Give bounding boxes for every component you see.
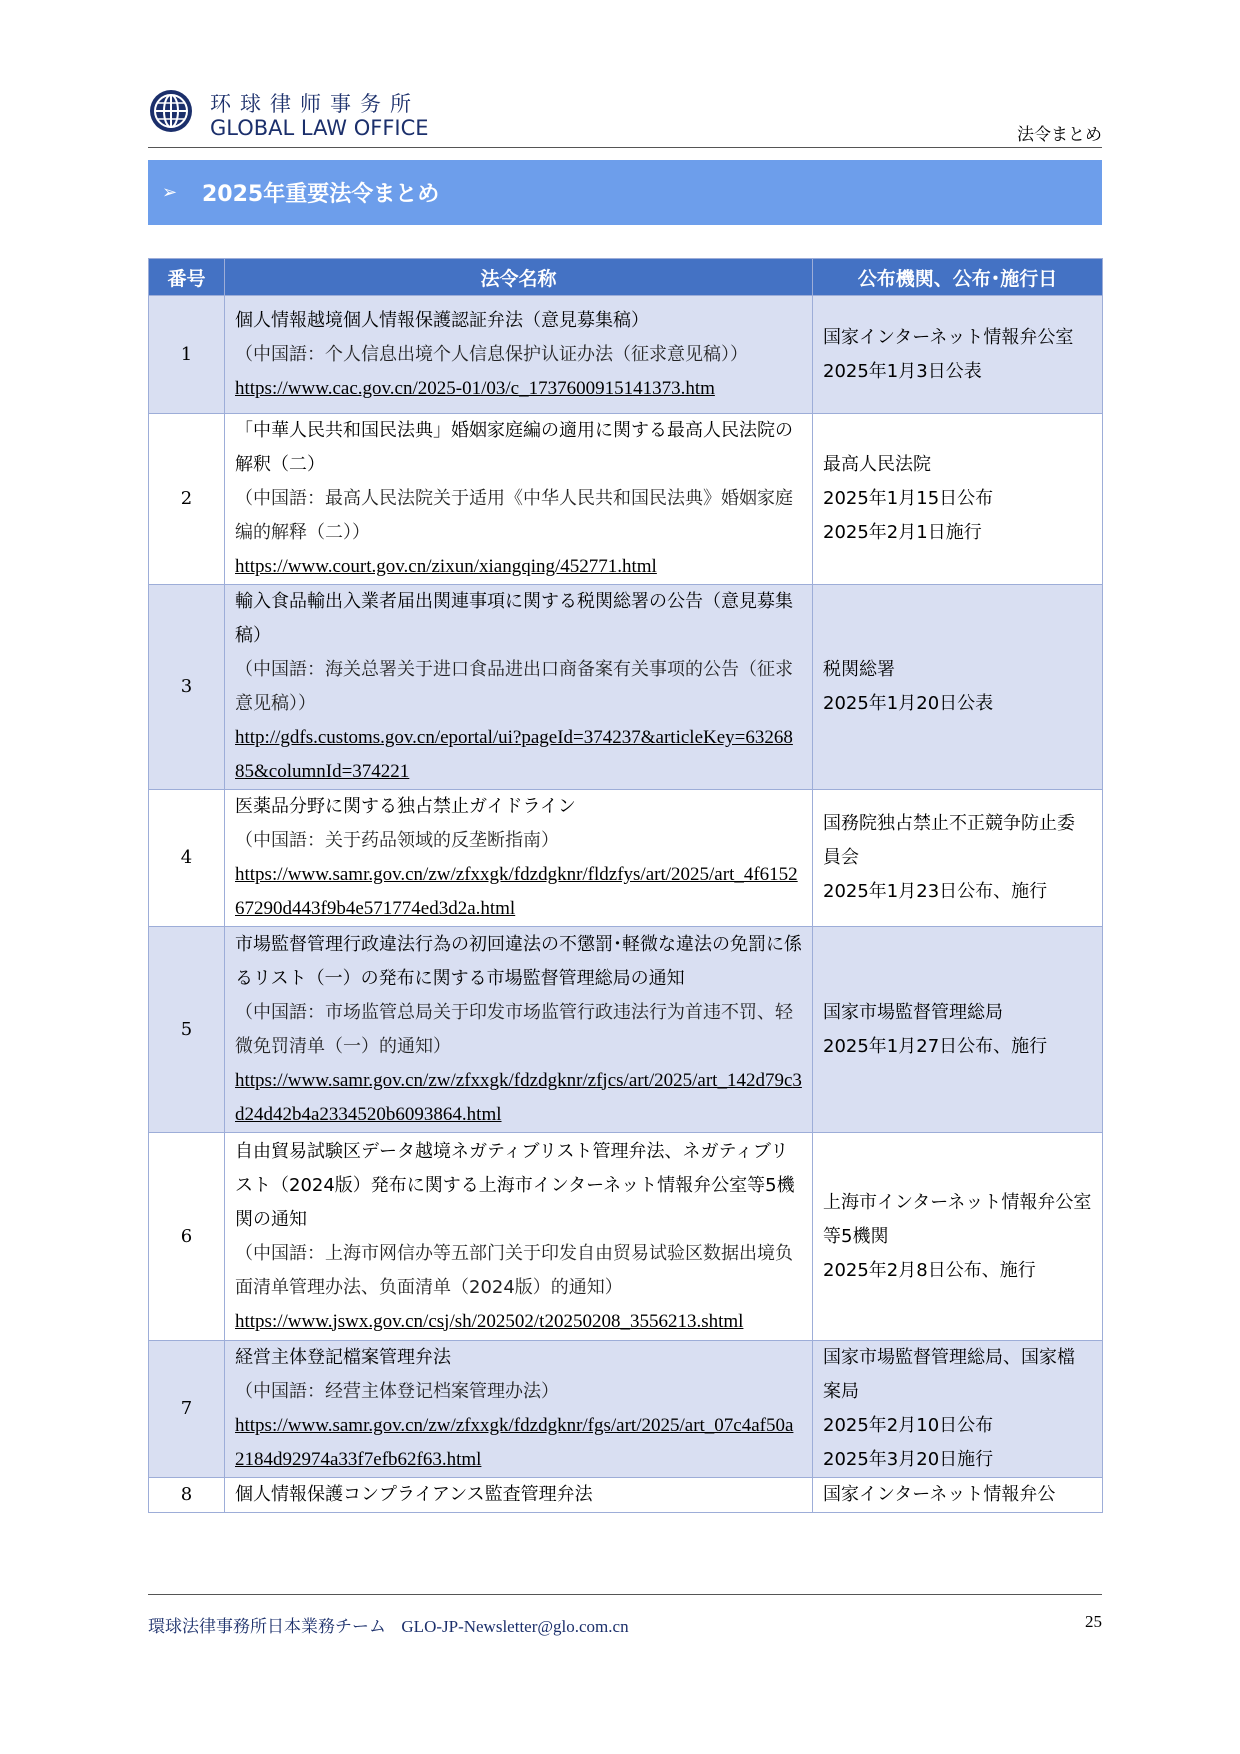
row-number: 7 <box>149 1341 225 1478</box>
globe-logo-icon <box>148 88 194 134</box>
row-number: 2 <box>149 414 225 585</box>
banner-title: 2025年重要法令まとめ <box>202 182 440 207</box>
row-number: 6 <box>149 1133 225 1341</box>
footer-team-name: 環球法律事務所日本業務チーム <box>148 1617 386 1637</box>
table-row <box>149 1133 1103 1341</box>
page-header <box>148 82 1102 148</box>
issuing-authority: 国務院独占禁止不正競争防止委員会 <box>823 813 1075 868</box>
date-line: 2025年1月27日公布、施行 <box>823 1035 1048 1057</box>
law-chinese-title: （中国語：经营主体登记档案管理办法） <box>235 1381 559 1402</box>
table-row <box>149 1341 1103 1478</box>
date-line: 2025年1月3日公表 <box>823 360 982 382</box>
issuing-authority: 最高人民法院 <box>823 454 931 475</box>
law-title: 経営主体登記檔案管理弁法 <box>235 1347 451 1368</box>
column-header-authority: 公布機関、公布･施行日 <box>813 259 1103 296</box>
column-header-law-name: 法令名称 <box>225 259 813 296</box>
table-row <box>149 927 1103 1133</box>
issuing-authority: 国家市場監督管理総局 <box>823 1001 1003 1023</box>
authority-cell <box>813 1341 1103 1478</box>
authority-cell <box>813 296 1103 414</box>
page-footer <box>148 1612 1102 1637</box>
section-label: 法令まとめ <box>1017 125 1102 145</box>
row-number: 3 <box>149 585 225 790</box>
law-title: 個人情報保護コンプライアンス監査管理弁法 <box>235 1484 593 1505</box>
date-line: 2025年2月10日公布 <box>823 1415 994 1436</box>
law-title: 医薬品分野に関する独占禁止ガイドライン <box>235 796 576 817</box>
law-name-cell <box>225 1133 813 1341</box>
law-title: 「中華人民共和国民法典」婚姻家庭編の適用に関する最高人民法院の解釈（二） <box>235 420 793 475</box>
law-source-link[interactable]: https://www.jswx.gov.cn/csj/sh/202502/t20250208_3556213.shtml <box>235 1310 744 1332</box>
law-name-cell <box>225 296 813 414</box>
firm-name-chinese: 环球律师事务所 <box>210 92 420 116</box>
authority-cell <box>813 790 1103 927</box>
law-title: 市場監督管理行政違法行為の初回違法の不懲罰･軽微な違法の免罰に係るリスト（一）の発布に関する市場監督管理総局の通知 <box>235 933 802 989</box>
table-row <box>149 585 1103 790</box>
authority-cell <box>813 585 1103 790</box>
header-divider <box>148 147 1102 148</box>
law-title: 個人情報越境個人情報保護認証弁法（意見募集稿） <box>235 309 649 331</box>
table-row <box>149 790 1103 927</box>
date-line: 2025年1月20日公表 <box>823 693 994 714</box>
law-chinese-title: （中国語：上海市网信办等五部门关于印发自由贸易试验区数据出境负面清单管理办法、负面清单（2024版）的通知） <box>235 1242 793 1298</box>
row-number: 8 <box>149 1478 225 1513</box>
date-line: 2025年3月20日施行 <box>823 1449 994 1470</box>
page-number: 25 <box>1085 1612 1102 1631</box>
issuing-authority: 上海市インターネット情報弁公室等5機関 <box>823 1191 1092 1247</box>
column-header-number: 番号 <box>149 259 225 296</box>
table-header-row <box>149 259 1103 296</box>
law-source-link[interactable]: https://www.samr.gov.cn/zw/zfxxgk/fdzdgknr/fldzfys/art/2025/art_4f615267290d443f9b4e571774ed3d2a.html <box>235 864 798 919</box>
row-number: 1 <box>149 296 225 414</box>
law-source-link[interactable]: http://gdfs.customs.gov.cn/eportal/ui?pageId=374237&articleKey=6326885&columnId=374221 <box>235 727 793 782</box>
footer-email[interactable]: GLO-JP-Newsletter@glo.com.cn <box>401 1617 629 1636</box>
law-chinese-title: （中国語：个人信息出境个人信息保护认证办法（征求意见稿）） <box>235 343 748 365</box>
law-name-cell <box>225 585 813 790</box>
row-number: 5 <box>149 927 225 1133</box>
law-title: 輸入食品輸出入業者届出関連事項に関する税関総署の公告（意見募集稿） <box>235 591 793 646</box>
law-name-cell <box>225 414 813 585</box>
table-row <box>149 1478 1103 1513</box>
authority-cell <box>813 1133 1103 1341</box>
law-chinese-title: （中国語：海关总署关于进口食品进出口商备案有关事项的公告（征求意见稿）） <box>235 659 793 714</box>
section-banner <box>148 160 1102 225</box>
authority-cell <box>813 927 1103 1133</box>
table-row <box>149 414 1103 585</box>
law-name-cell <box>225 1478 813 1513</box>
law-chinese-title: （中国語：最高人民法院关于适用《中华人民共和国民法典》婚姻家庭编的解释（二）） <box>235 488 793 543</box>
firm-name-english: GLOBAL LAW OFFICE <box>210 116 429 140</box>
row-number: 4 <box>149 790 225 927</box>
issuing-authority: 税関総署 <box>823 659 895 680</box>
table-row <box>149 296 1103 414</box>
date-line: 2025年1月15日公布 <box>823 488 994 509</box>
issuing-authority: 国家市場監督管理総局、国家檔案局 <box>823 1347 1075 1402</box>
footer-divider <box>148 1594 1102 1595</box>
law-summary-table <box>148 258 1103 1513</box>
issuing-authority: 国家インターネット情報弁公 <box>823 1484 1056 1505</box>
law-name-cell <box>225 790 813 927</box>
law-chinese-title: （中国語：关于药品领域的反垄断指南） <box>235 830 559 851</box>
authority-cell <box>813 414 1103 585</box>
law-chinese-title: （中国語：市场监管总局关于印发市场监管行政违法行为首违不罚、轻微免罚清单（一）的通知） <box>235 1001 793 1057</box>
date-line: 2025年2月8日公布、施行 <box>823 1259 1036 1281</box>
date-line: 2025年2月1日施行 <box>823 522 982 543</box>
law-source-link[interactable]: https://www.samr.gov.cn/zw/zfxxgk/fdzdgknr/fgs/art/2025/art_07c4af50a2184d92974a33f7efb62f63.html <box>235 1415 794 1470</box>
authority-cell <box>813 1478 1103 1513</box>
law-source-link[interactable]: https://www.court.gov.cn/zixun/xiangqing/452771.html <box>235 556 657 577</box>
date-line: 2025年1月23日公布、施行 <box>823 881 1048 902</box>
law-source-link[interactable]: https://www.cac.gov.cn/2025-01/03/c_1737600915141373.htm <box>235 377 715 399</box>
law-name-cell <box>225 1341 813 1478</box>
law-source-link[interactable]: https://www.samr.gov.cn/zw/zfxxgk/fdzdgknr/zfjcs/art/2025/art_142d79c3d24d42b4a2334520b6093864.html <box>235 1069 802 1125</box>
law-name-cell <box>225 927 813 1133</box>
law-title: 自由貿易試験区データ越境ネガティブリスト管理弁法、ネガティブリスト（2024版）発布に関する上海市インターネット情報弁公室等5機関の通知 <box>235 1140 795 1230</box>
arrow-bullet-icon: ➢ <box>162 182 178 203</box>
issuing-authority: 国家インターネット情報弁公室 <box>823 326 1074 348</box>
